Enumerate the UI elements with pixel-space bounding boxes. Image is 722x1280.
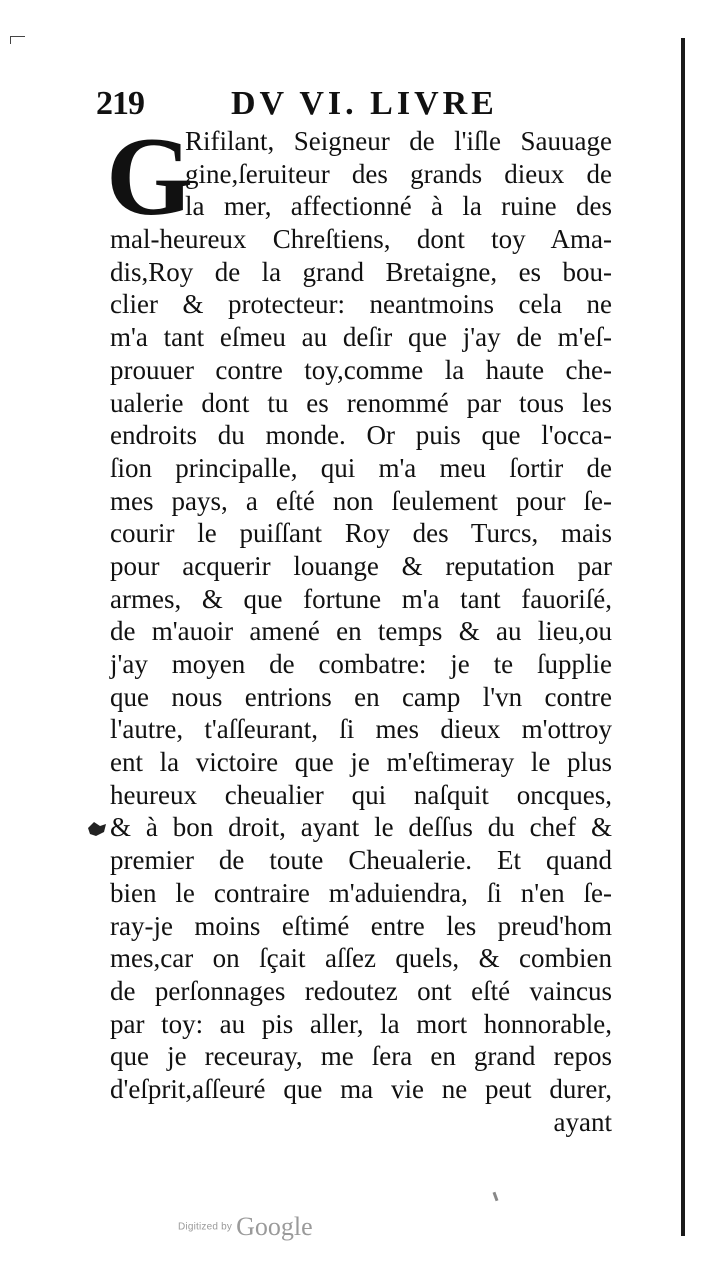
text-line: premier de toute Cheualerie. Et quand (110, 845, 612, 876)
google-logo: Google (236, 1212, 313, 1241)
text-line: ſion principalle, qui m'a meu ſortir de (110, 452, 612, 483)
text-line: que nous entrions en camp l'vn contre (110, 681, 612, 712)
corner-crop-mark (10, 36, 25, 44)
text-line: la mer, affectionné à la ruine des (185, 191, 612, 222)
ink-mark-icon (86, 820, 108, 838)
page-number: 219 (96, 85, 144, 122)
ink-speck (493, 1192, 499, 1201)
text-line: heureux cheualier qui naſquit oncques, (110, 779, 612, 810)
running-head: DV VI. LIVRE (231, 85, 498, 122)
text-line: armes, & que fortune m'a tant fauoriſé, (110, 583, 612, 614)
text-line: gine,ſeruiteur des grands dieux de (185, 158, 612, 189)
text-line: j'ay moyen de combatre: je te ſupplie (110, 649, 612, 679)
text-line: dis,Roy de la grand Bretaigne, es bou- (110, 256, 612, 287)
text-line: pour acquerir louange & reputation par (110, 550, 612, 581)
text-line: d'eſprit,aſſeuré que ma vie ne peut durer, (110, 1073, 612, 1104)
text-line: de perſonnages redoutez ont eſté vaincus (110, 975, 612, 1006)
text-line: par toy: au pis aller, la mort honnorable, (110, 1008, 612, 1039)
text-line: mes pays, a eſté non ſeulement pour ſe- (110, 485, 612, 516)
text-line: ray-je moins eſtimé entre les preud'hom (110, 910, 612, 941)
text-line: Rifilant, Seigneur de l'iſle Sauuage (185, 126, 612, 156)
text-line: m'a tant eſmeu au deſir que j'ay de m'eſ- (110, 322, 612, 353)
drop-cap: G (106, 115, 194, 239)
body-text (106, 115, 612, 1138)
text-line: ent la victoire que je m'eſtimeray le plus (110, 747, 612, 778)
text-line: bien le contraire m'aduiendra, ſi n'en ſe- (110, 877, 612, 908)
text-line: ualerie dont tu es renommé par tous les (110, 387, 612, 418)
text-line: prouuer contre toy,comme la haute che- (110, 354, 612, 385)
text-line: mal-heureux Chreſtiens, dont toy Ama- (110, 224, 612, 255)
text-line: & à bon droit, ayant le deſſus du chef & (110, 812, 612, 843)
text-line: courir le puiſſant Roy des Turcs, mais (110, 518, 612, 549)
text-line: mes,car on ſçait aſſez quels, & combien (110, 943, 612, 974)
page-edge-rule (681, 38, 685, 1236)
text-line: clier & protecteur: neantmoins cela ne (110, 289, 612, 320)
text-line: que je receuray, me ſera en grand repos (110, 1041, 612, 1072)
digitized-watermark (178, 1212, 313, 1242)
text-line: l'autre, t'aſſeurant, ſi mes dieux m'ottroy (110, 714, 612, 745)
text-line: endroits du monde. Or puis que l'occa- (110, 420, 612, 451)
text-line: de m'auoir amené en temps & au lieu,ou (110, 616, 612, 647)
catchword: ayant (553, 1106, 612, 1137)
digitized-by-label: Digitized by (178, 1221, 233, 1233)
